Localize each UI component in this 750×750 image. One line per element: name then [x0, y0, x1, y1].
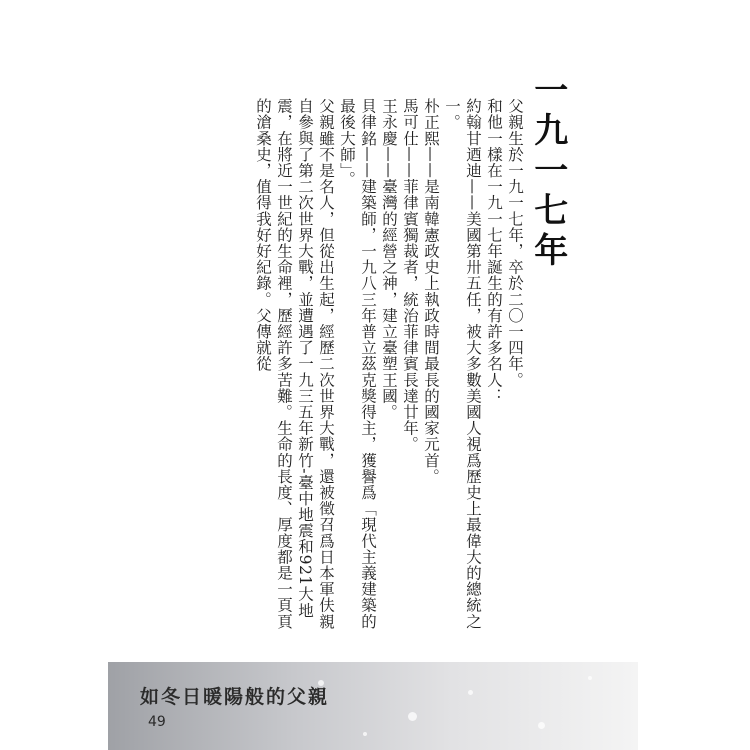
paragraph-father: 父親雖不是名人，但從出生起，經歷二次世界大戰，還被徵召爲日本軍伕親自參與了第二次世界大戰，並遭遇了一九三五年新竹-臺中地震和921大地震，在將近一世紀的生命裡，歷經許多苦難。生命的長度、厚度都是一頁頁的滄桑史，值得我好好紀錄。父傳就從 — [254, 98, 335, 630]
page-number: 49 — [148, 714, 166, 730]
page-footer — [108, 662, 638, 750]
sparkle-decoration — [468, 690, 473, 695]
book-title: 如冬日暖陽般的父親 — [140, 686, 330, 708]
sparkle-decoration — [408, 712, 417, 721]
paragraph-wang: 王永慶——臺灣的經營之神，建立臺塑王國。 — [380, 98, 398, 420]
paragraph-pei: 貝律銘——建築師，一九八三年普立茲克獎得主，獲譽爲「現代主義建築的最後大師」。 — [338, 98, 377, 630]
paragraph-marcos: 馬可仕——菲律賓獨裁者，統治菲律賓長達廿年。 — [401, 98, 419, 453]
sparkle-decoration — [363, 732, 367, 736]
paragraph-kennedy: 約翰甘迺迪——美國第卅五任，被大多數美國人視爲歷史上最偉大的總統之一。 — [443, 98, 482, 630]
body-text — [246, 98, 525, 638]
sparkle-decoration — [588, 676, 592, 680]
paragraph-intro: 和他一樣在一九一七年誕生的有許多名人： — [485, 98, 503, 404]
chapter-title: 一九一七年 — [527, 72, 568, 272]
paragraph-park: 朴正熙——是南韓憲政史上執政時間最長的國家元首。 — [422, 98, 440, 485]
paragraph-birth: 父親生於一九一七年，卒於二〇一四年。 — [506, 98, 524, 388]
sparkle-decoration — [538, 722, 545, 729]
